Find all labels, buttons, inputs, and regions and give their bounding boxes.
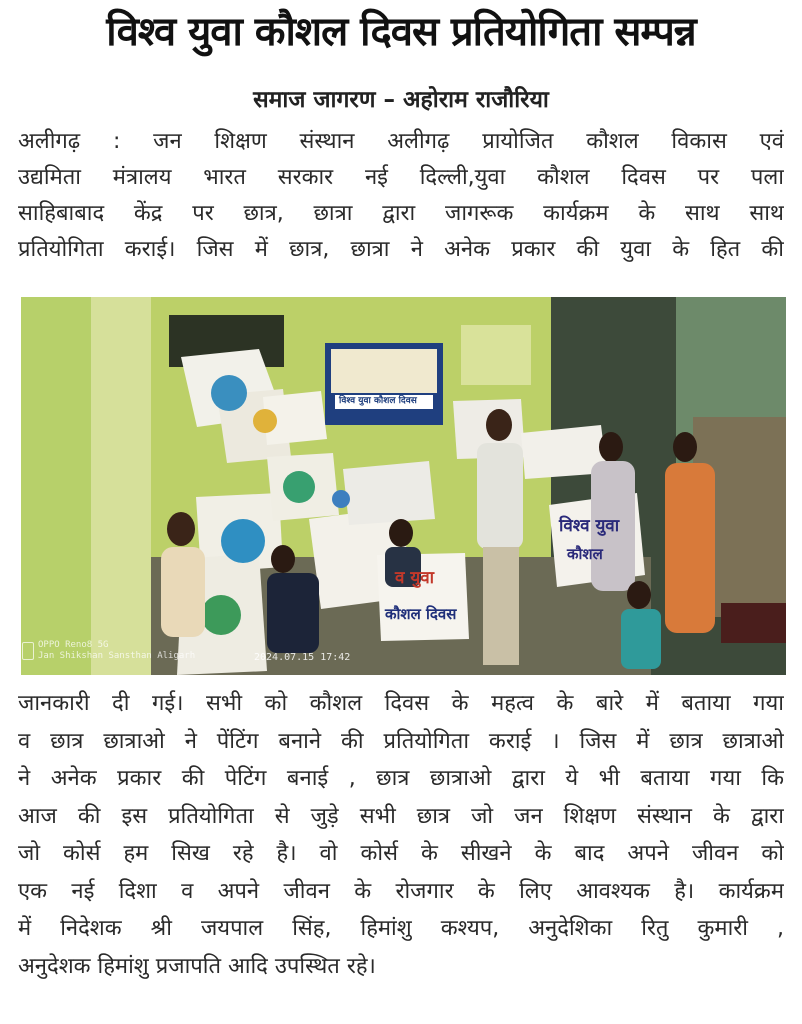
paragraph-line: में निदेशक श्री जयपाल सिंह, हिमांशु कश्यप, अनुदेशिका रितु कुमारी , [18, 916, 784, 941]
photo-timestamp: 2024.07.15 17:42 [254, 652, 351, 663]
poster-text: कौशल [567, 545, 603, 563]
paragraph-line: साहिबाबाद केंद्र पर छात्र, छात्रा द्वारा जागरूक कार्यक्रम के साथ साथ [18, 201, 784, 226]
paragraph-line: जो कोर्स हम सिख रहे है। वो कोर्स के सीखने के बाद अपने जीवन को [18, 841, 784, 866]
article-paragraph-bottom [18, 685, 784, 985]
paragraph-line: अलीगढ़ : जन शिक्षण संस्थान अलीगढ़ प्रायोजित कौशल विकास एवं [18, 129, 784, 154]
watermark-line: OPPO Reno8 5G [38, 640, 109, 650]
article-byline: समाज जागरण – अहोराम राजौरिया [253, 87, 549, 113]
poster-text: विश्व युवा [559, 516, 620, 536]
paragraph-line: एक नई दिशा व अपने जीवन के रोजगार के लिए आवश्यक है। कार्यक्रम [18, 878, 784, 904]
paragraph-line: व छात्र छात्राओ ने पेंटिंग बनाने की प्रतियोगिता कराई । जिस में छात्र छात्राओ [18, 728, 784, 754]
poster-text: कौशल दिवस [385, 605, 457, 623]
camera-watermark [38, 640, 195, 662]
article-headline: विश्व युवा कौशल दिवस प्रतियोगिता सम्पन्न [106, 9, 696, 55]
paragraph-line: प्रतियोगिता कराई। जिस में छात्र, छात्रा ने अनेक प्रकार की युवा के हित की [18, 237, 784, 262]
paragraph-line: ने अनेक प्रकार की पेटिंग बनाई , छात्र छात्राओ द्वारा ये भी बताया गया कि [18, 766, 784, 791]
banner-title: विश्व युवा कौशल दिवस [339, 396, 417, 406]
paragraph-line: आज की इस प्रतियोगिता से जुड़े सभी छात्र जो जन शिक्षण संस्थान के द्वारा [18, 803, 784, 829]
paragraph-line: जानकारी दी गई। सभी को कौशल दिवस के महत्व के बारे में बताया गया [18, 691, 784, 716]
poster-text: व युवा [395, 568, 435, 588]
article-paragraph-top [18, 124, 784, 268]
paragraph-line: उद्यमिता मंत्रालय भारत सरकार नई दिल्ली,युवा कौशल दिवस पर पला [18, 165, 784, 190]
watermark-line: Jan Shikshan Sansthan Aligarh [38, 651, 196, 661]
article-photo [21, 297, 786, 675]
paragraph-line: अनुदेशक हिमांशु प्रजापति आदि उपस्थित रहे। [18, 953, 376, 979]
phone-icon [22, 642, 34, 660]
